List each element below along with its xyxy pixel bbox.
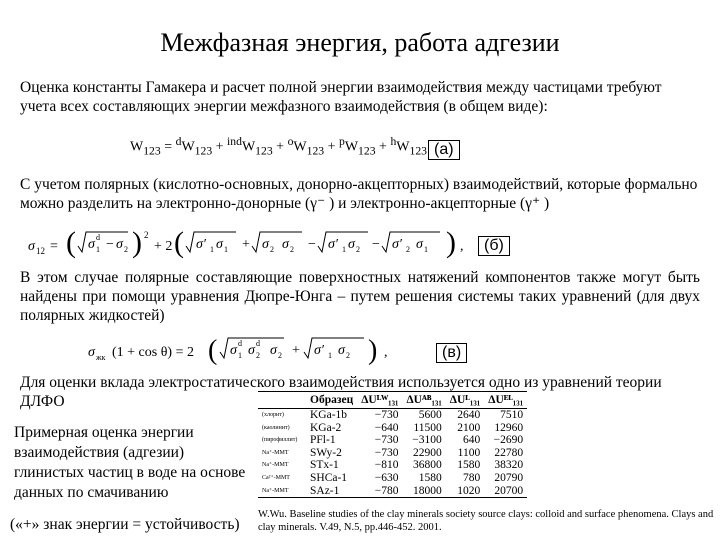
- estimate-caption: Примерная оценка энергии взаимодействия (адгезии) глинистых частиц в воде на основе данных по смачиванию: [14, 424, 246, 501]
- svg-text:d: d: [96, 233, 100, 242]
- svg-text:σ: σ: [116, 237, 123, 252]
- equation-c: [88, 332, 428, 377]
- svg-text:12: 12: [36, 246, 45, 256]
- svg-text:,: ,: [384, 345, 388, 360]
- ab-cell: 22900: [413, 446, 442, 459]
- svg-text:1: 1: [424, 245, 428, 254]
- el-cell: 22780: [494, 446, 524, 459]
- equation-a: $W_{123} = ^dW_{123} + ^{ind}W_{123} + ^oW_{123} + ^pW_{123} + ^hW_{123}$: [130, 135, 427, 158]
- sample-cell: PFl-1: [310, 434, 336, 447]
- l-cell: 640: [462, 434, 481, 447]
- svg-text:2: 2: [256, 351, 260, 360]
- polar-paragraph: С учетом полярных (кислотно-основных, донорно-акцепторных) взаимодействий, которые формально можно разделить на электронно-донорные (γ⁻ ) и электронно-акцепторные (γ⁺ ): [20, 176, 698, 212]
- svg-text:d: d: [238, 339, 242, 348]
- svg-text:+: +: [242, 237, 250, 252]
- svg-text:2: 2: [290, 245, 294, 254]
- table-row: [258, 422, 527, 435]
- svg-text:σ: σ: [216, 237, 223, 252]
- lw-cell: −730: [374, 446, 399, 459]
- svg-text:σ: σ: [270, 343, 277, 358]
- ab-cell: 5600: [418, 409, 442, 421]
- svg-text:(: (: [66, 226, 76, 259]
- svg-text:(1 + cos θ) = 2: (1 + cos θ) = 2: [112, 345, 194, 360]
- sample-cell: STx-1: [310, 459, 339, 472]
- row-label: (каолинит): [262, 424, 290, 431]
- svg-text:σ: σ: [28, 239, 35, 254]
- el-cell: −2690: [493, 434, 524, 447]
- citation: W.Wu. Baseline studies of the clay minerals society source clays: colloid and surface phenomena. Clays and clay minerals. V.49, N.5, pp.446-452. 2001.: [258, 509, 714, 533]
- col-header-sample: Образец: [306, 392, 357, 409]
- equation-c-tag: (в): [436, 343, 467, 363]
- row-label: Na⁺-ММТ: [262, 449, 289, 456]
- svg-text:−: −: [372, 237, 380, 252]
- table-row: [258, 459, 527, 472]
- row-label: Na⁺-ММТ: [262, 462, 289, 469]
- l-cell: 2100: [457, 421, 481, 434]
- lw-cell: −640: [374, 421, 399, 434]
- svg-text:−: −: [106, 237, 114, 252]
- svg-text:2: 2: [356, 245, 360, 254]
- svg-text:2: 2: [346, 351, 350, 360]
- svg-text:σ: σ: [88, 345, 95, 360]
- dupre-young-paragraph: В этом случае полярные составляющие поверхностных натяжений компонентов также могут быть найдены при помощи уравнения Дюпре-Юнга – путем решения системы таких уравнений (для двух полярных жидкостей): [20, 269, 700, 324]
- page-title: Межфазная энергия, работа адгезии: [160, 28, 560, 57]
- table-row: [258, 447, 527, 460]
- svg-text:σ: σ: [348, 237, 355, 252]
- el-cell: 7510: [500, 409, 524, 421]
- el-cell: 12960: [494, 421, 524, 434]
- svg-text:σ: σ: [282, 237, 289, 252]
- svg-text:): ): [446, 226, 456, 259]
- lw-cell: −730: [374, 409, 399, 421]
- l-cell: 2640: [457, 409, 481, 421]
- svg-text:σ: σ: [416, 237, 423, 252]
- sample-cell: SAz-1: [306, 485, 357, 498]
- svg-text:σ′: σ′: [328, 237, 338, 252]
- table-header-row: [258, 392, 527, 409]
- svg-text:,: ,: [460, 239, 464, 254]
- equation-b: [20, 222, 480, 271]
- intro-paragraph: Оценка константы Гамакера и расчет полной энергии взаимодействия между частицами требуют учета всех составляющих энергии межфазного взаимодействия (в общем виде):: [20, 79, 662, 115]
- svg-text:+: +: [292, 343, 300, 358]
- svg-text:1: 1: [238, 351, 242, 360]
- svg-text:σ: σ: [230, 343, 237, 358]
- svg-text:σ: σ: [338, 343, 345, 358]
- svg-text:жк: жк: [96, 353, 106, 362]
- energy-table: [258, 391, 527, 498]
- svg-text:2: 2: [278, 351, 282, 360]
- row-label: Na⁺-ММТ: [258, 485, 306, 498]
- el-cell: 38320: [494, 459, 524, 472]
- svg-text:σ: σ: [88, 237, 95, 252]
- svg-text:σ: σ: [248, 343, 255, 358]
- svg-text:2: 2: [406, 245, 410, 254]
- ab-cell: 36800: [413, 459, 442, 472]
- svg-text:−: −: [308, 237, 316, 252]
- row-label: Ca²⁺-ММТ: [262, 474, 290, 481]
- table-row: [258, 409, 527, 422]
- lw-cell: −730: [374, 434, 399, 447]
- sample-cell: SWy-2: [310, 446, 342, 459]
- ab-cell: 1580: [418, 471, 442, 484]
- svg-text:): ): [368, 335, 378, 366]
- dlvo-paragraph: Для оценки вклада электростатического взаимодействия используется одно из уравнений теории ДЛФО: [20, 374, 662, 410]
- svg-text:2: 2: [124, 245, 128, 254]
- lw-cell: −780: [357, 485, 402, 498]
- equation-a-tag: (а): [428, 140, 460, 160]
- ab-cell: 11500: [413, 421, 442, 434]
- table-row: [258, 434, 527, 447]
- table-row: [258, 485, 527, 498]
- svg-text:): ): [132, 226, 142, 259]
- svg-text:1: 1: [210, 245, 214, 254]
- el-cell: 20700: [484, 485, 527, 498]
- svg-text:2: 2: [270, 245, 274, 254]
- svg-text:σ′: σ′: [392, 237, 402, 252]
- col-header-lw: ΔUᴸᵂ₁₃₁: [357, 392, 402, 409]
- lw-cell: −810: [374, 459, 399, 472]
- row-label: (хлорит): [262, 412, 284, 418]
- ab-cell: −3100: [412, 434, 442, 447]
- sample-cell: KGa-2: [310, 421, 342, 434]
- svg-text:+ 2: + 2: [154, 239, 173, 254]
- col-header-l: ΔUᴸ₁₃₁: [446, 392, 484, 409]
- svg-text:σ: σ: [262, 237, 269, 252]
- sample-cell: KGa-1b: [310, 409, 348, 421]
- col-header-ab: ΔUᴬᴮ₁₃₁: [402, 392, 445, 409]
- svg-text:1: 1: [224, 245, 228, 254]
- l-cell: 1100: [457, 446, 481, 459]
- equation-b-tag: (б): [478, 236, 510, 256]
- l-cell: 1580: [457, 459, 481, 472]
- svg-text:d: d: [256, 339, 260, 348]
- svg-text:1: 1: [328, 351, 332, 360]
- svg-text:σ′: σ′: [314, 343, 324, 358]
- l-cell: 1020: [446, 485, 484, 498]
- sample-cell: SHCa-1: [310, 471, 348, 484]
- svg-text:1: 1: [96, 245, 100, 254]
- l-cell: 780: [462, 471, 481, 484]
- ab-cell: 18000: [402, 485, 445, 498]
- svg-text:σ′: σ′: [196, 237, 206, 252]
- lw-cell: −630: [374, 471, 399, 484]
- svg-text:(: (: [208, 335, 218, 366]
- stability-note: («+» знак энергии = устойчивость): [10, 516, 240, 533]
- col-header-el: ΔUᴱᴸ₁₃₁: [484, 392, 527, 409]
- svg-text:1: 1: [342, 245, 346, 254]
- svg-text:2: 2: [144, 230, 149, 240]
- row-label: (пирофиллит): [262, 437, 298, 444]
- table-row: [258, 472, 527, 485]
- svg-text:(: (: [174, 226, 184, 259]
- svg-text:=: =: [50, 239, 58, 254]
- el-cell: 20790: [494, 471, 524, 484]
